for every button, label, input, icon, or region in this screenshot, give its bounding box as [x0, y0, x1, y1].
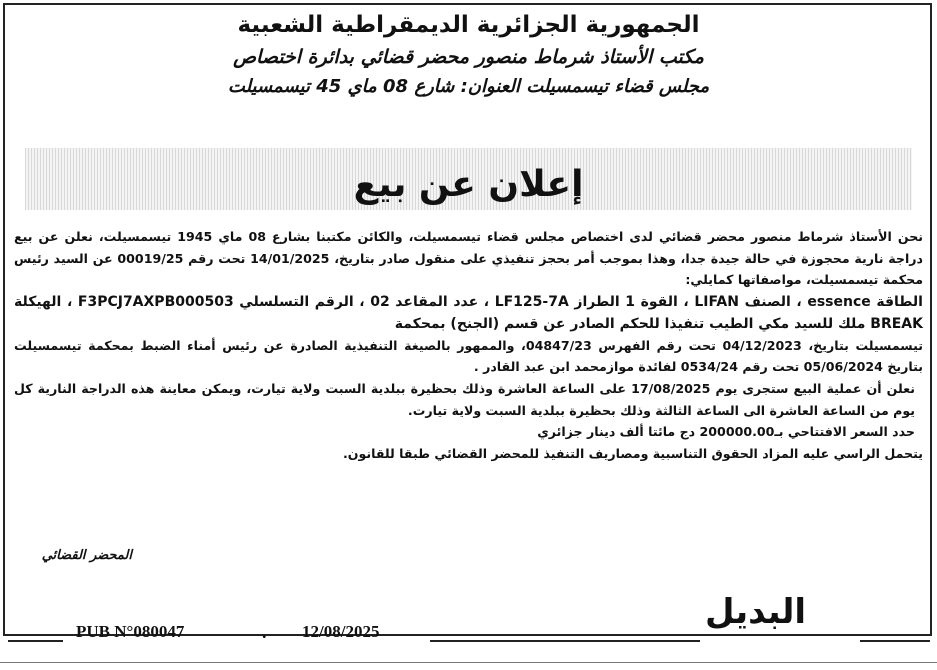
signature-label: المحضر القضائي [41, 548, 132, 563]
publication-number: PUB N°080047 [76, 622, 185, 641]
fees-paragraph: يتحمل الراسي عليه المزاد الحقوق التناسبية ومصاريف التنفيذ للمحضر القضائي طبقا للقانون. [342, 445, 923, 461]
vehicle-specs: الطاقة essence ، الصنف LIFAN ، القوة 1 الطراز LF125-7A ، عدد المقاعد 02 ، الرقم التسلسلي F3PCJ7AXPB000503 ، الهيكلة BREAK ملك للسيد مكي الطيب تنفيذا للحكم الصادر عن قسم (الجنح) بمحكمة [14, 293, 923, 332]
body-paragraph-1: نحن الأستاذ شرماط منصور محضر قضائي لدى اختصاص مجلس قضاء تيسمسيلت، والكائن مكتبنا بشارع 08 ماي 1945 تيسمسيلت، نعلن عن بيع دراجة نارية محجوزة في حالة جيدة جدا، وهذا بموجب أمر بحجز تنفيذي على منقول صادر بتاريخ، 14/01/2025 تحت رقم 00019/25 عن السيد رئيس محكمة تيسمسيلت، مواصفاتها كمايلي: [14, 229, 924, 288]
republic-heading: الجمهورية الجزائرية الديمقراطية الشعبية [237, 12, 700, 38]
letterhead [0, 8, 937, 102]
footer-rule-right [860, 640, 930, 642]
page-bottom-rule [0, 662, 937, 663]
sale-date-paragraph: نعلن أن عملية البيع ستجرى يوم 17/08/2025 على الساعة العاشرة وذلك بحظيرة ببلدية السبت ولاية تيارت، ويمكن معاينة هذه الدراجة النارية كل يوم من الساعة العاشرة الى الساعة الثالثة وذلك بحظيرة ببلدية السبت ولاية تيارت. [14, 380, 915, 418]
publication-date: 12/08/2025 [302, 622, 380, 641]
footer-rule-middle [430, 640, 700, 642]
newspaper-logo: البديل [705, 592, 807, 632]
announcement-body [14, 226, 923, 464]
announcement-title: إعلان عن بيع [353, 164, 584, 205]
title-band [25, 148, 912, 210]
footer-rule-left [8, 640, 63, 642]
office-heading: مكتب الأستاذ شرماط منصور محضر قضائي بدائرة اختصاص [233, 46, 704, 68]
address-heading: مجلس قضاء تيسمسيلت العنوان: شارع 08 ماي 45 تيسمسيلت [227, 76, 710, 97]
footer-separator: . [262, 622, 267, 642]
opening-price: حدد السعر الافتتاحي بـ200000.00 دج مائتا ألف دينار جزائري [537, 424, 915, 440]
body-paragraph-2: تيسمسيلت بتاريخ، 04/12/2023 تحت رقم الفهرس 04847/23، والممهور بالصيغة التنفيذية الصادرة عن رئيس أمناء الضبط بمحكمة تيسمسيلت بتاريخ 05/06/2024 تحت رقم 0534/24 لفائدة موازمحمد ابن عبد القادر . [14, 337, 923, 375]
